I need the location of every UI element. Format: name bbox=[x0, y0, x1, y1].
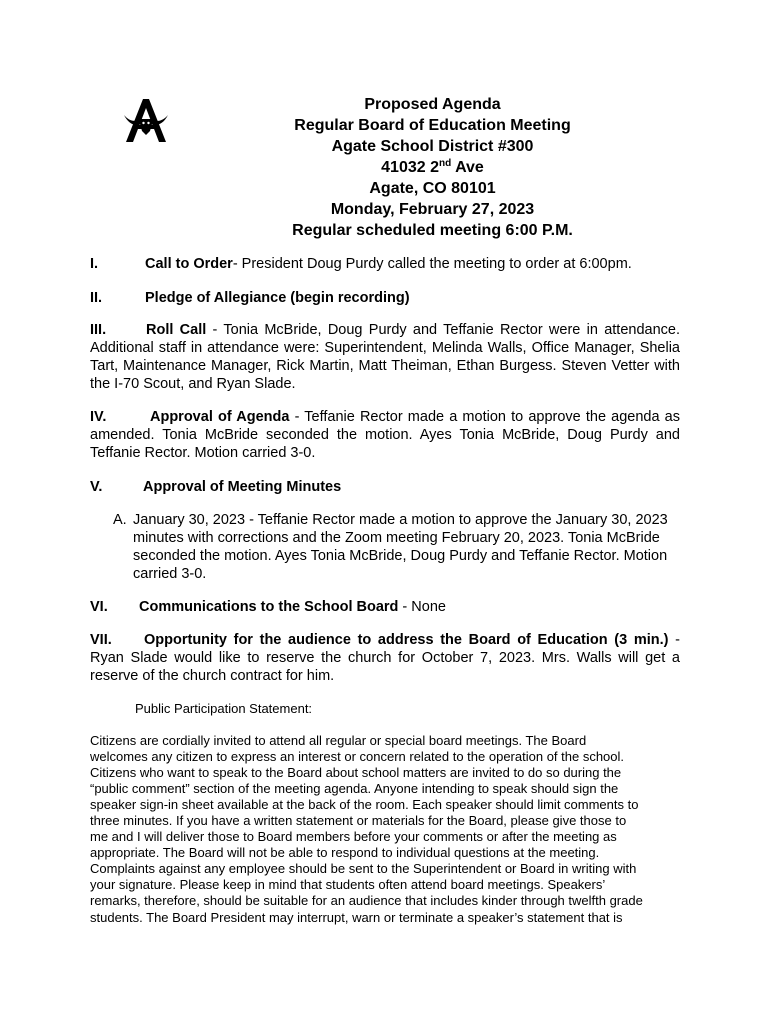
section-text: - President Doug Purdy called the meeting to order at 6:00pm. bbox=[232, 256, 632, 272]
section-approval-of-agenda bbox=[90, 408, 680, 462]
statement-line: your signature. Please keep in mind that students often attend board meetings. Speakers’ bbox=[90, 877, 606, 893]
section-title: Approval of Agenda bbox=[150, 409, 290, 425]
section-text: - Ryan Slade would like to reserve the church for October 7, 2023. Mrs. Walls will get a reserve of the church contract for him. bbox=[90, 632, 680, 684]
statement-line: welcomes any citizen to express an interest or concern related to the operation of the school. bbox=[90, 749, 625, 765]
section-approval-of-minutes bbox=[90, 478, 341, 496]
item-text: January 30, 2023 - Teffanie Rector made a motion to approve the January 30, 2023 minutes with corrections and the Zoom meeting February 20, 2023. Tonia McBride seconded the motion. Ayes Tonia McBride, Doug Purdy and Teffanie Rector. Motion carried 3-0. bbox=[133, 512, 668, 582]
public-participation-statement bbox=[90, 733, 682, 926]
section-number: VII. bbox=[90, 632, 112, 648]
section-call-to-order bbox=[90, 255, 680, 273]
section-number: I. bbox=[90, 256, 99, 272]
address-ordinal: nd bbox=[439, 158, 452, 169]
statement-line: students. The Board President may interrupt, warn or terminate a speaker’s statement that is bbox=[90, 909, 623, 925]
public-participation-heading: Public Participation Statement: bbox=[135, 701, 313, 716]
meeting-header bbox=[240, 94, 625, 241]
section-number: III. bbox=[90, 322, 107, 338]
header-date: Monday, February 27, 2023 bbox=[330, 201, 535, 218]
statement-line: me and I will deliver those to Board members before your comments or after the meeting as bbox=[90, 829, 617, 845]
header-time: Regular scheduled meeting 6:00 P.M. bbox=[292, 222, 573, 239]
section-number: VI. bbox=[90, 599, 108, 615]
statement-line: appropriate. The Board will not be able to respond to individual questions at the meeting. bbox=[90, 845, 600, 861]
section-title: Opportunity for the audience to address the Board of Education (3 min.) bbox=[144, 632, 669, 648]
section-text: - Teffanie Rector made a motion to approve the agenda as amended. Tonia McBride seconded the motion. Ayes Tonia McBride, Doug Purdy and Teffanie Rector. Motion carried 3-0. bbox=[90, 409, 680, 461]
statement-line: remarks, therefore, should be suitable for an audience that includes kinder through twelfth grade bbox=[90, 893, 643, 909]
statement-line: Complaints against any employee should be sent to the Superintendent or Board in writing with bbox=[90, 861, 637, 877]
header-city: Agate, CO 80101 bbox=[369, 180, 496, 197]
section-title: Communications to the School Board bbox=[139, 599, 399, 615]
statement-line: Citizens are cordially invited to attend all regular or special board meetings. The Board bbox=[90, 733, 587, 748]
statement-line: Citizens who want to speak to the Board about school matters are invited to do so during the bbox=[90, 765, 622, 781]
address-street-suffix: Ave bbox=[451, 159, 484, 176]
header-title: Proposed Agenda bbox=[364, 96, 501, 113]
header-address bbox=[240, 157, 625, 178]
item-letter: A. bbox=[113, 512, 127, 528]
statement-line: speaker sign-in sheet available at the back of the room. Each speaker should limit comments to bbox=[90, 797, 639, 813]
section-text: - Tonia McBride, Doug Purdy and Teffanie Rector were in attendance. Additional staff in attendance were: Superintendent, Melinda Walls, Office Manager, Shelia Tart, Maintenance Manager, Rick Martin, Matt Theiman, Ethan Burgess. Steven Vetter with the I-70 Scout, and Ryan Slade. bbox=[90, 322, 680, 392]
section-roll-call bbox=[90, 321, 680, 393]
section-communications bbox=[90, 598, 680, 616]
section-audience-opportunity bbox=[90, 631, 680, 685]
address-street-number: 41032 2 bbox=[381, 159, 439, 176]
header-district: Agate School District #300 bbox=[331, 138, 534, 155]
section-number: V. bbox=[90, 479, 103, 495]
section-title: Call to Order bbox=[145, 256, 233, 272]
statement-line: three minutes. If you have a written statement or materials for the Board, please give those to bbox=[90, 813, 627, 829]
longhorn-a-logo bbox=[122, 98, 170, 144]
statement-line: “public comment” section of the meeting agenda. Anyone intending to speak should sign the bbox=[90, 781, 619, 797]
section-pledge bbox=[90, 289, 410, 307]
section-text: - None bbox=[398, 599, 446, 615]
header-meeting-type: Regular Board of Education Meeting bbox=[294, 117, 571, 134]
section-title: Roll Call bbox=[146, 322, 207, 338]
section-number: IV. bbox=[90, 409, 107, 425]
section-title: Pledge of Allegiance (begin recording) bbox=[145, 290, 410, 306]
section-number: II. bbox=[90, 290, 103, 306]
section-title: Approval of Meeting Minutes bbox=[143, 479, 342, 495]
